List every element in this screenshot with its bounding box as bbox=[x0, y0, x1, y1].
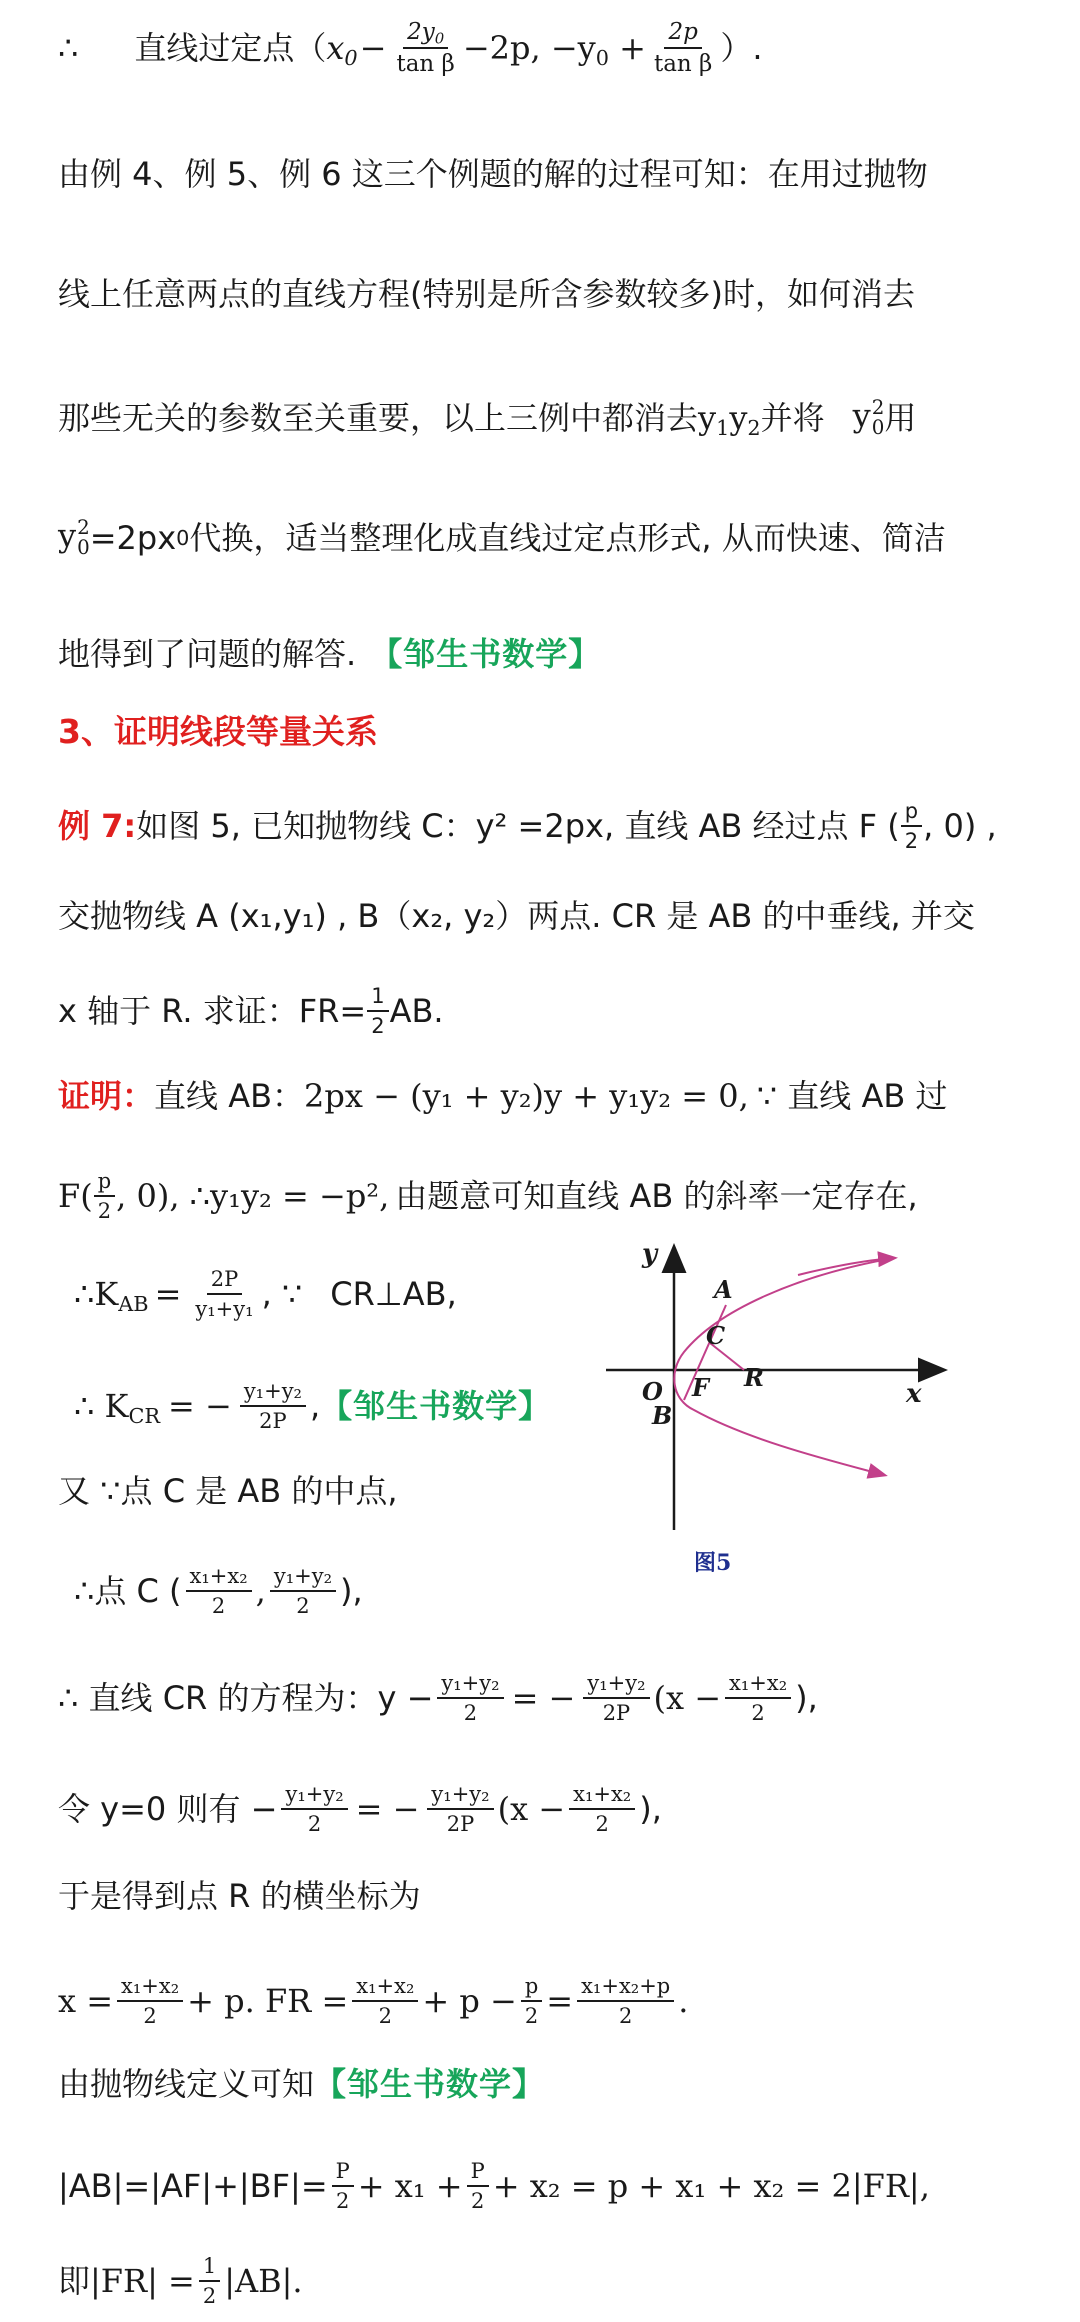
proof-line2-c: 由题意可知直线 AB 的斜率一定存在, bbox=[395, 1177, 918, 1216]
y0-squared-term: y 2 0 bbox=[852, 396, 885, 439]
y1y2-term: $y_1y_2$ bbox=[698, 398, 761, 441]
example7-line1-a: 如图 5, 已知抛物线 C：y² =2px, 直线 AB 经过点 F ( bbox=[136, 807, 900, 846]
brand-tag-2: 【邹生书数学】 bbox=[320, 1387, 552, 1426]
fraction-ab-1: $\frac{P}{2}$ bbox=[332, 2160, 354, 2212]
figure-5-parabola bbox=[598, 1240, 958, 1585]
label-y: y bbox=[642, 1240, 658, 1269]
proof-kab bbox=[74, 1268, 457, 1320]
proof-x-fr bbox=[58, 1975, 688, 2027]
fixed-point-text: 直线过定点（ bbox=[134, 29, 327, 68]
proof-definition bbox=[58, 2065, 546, 2103]
kab-symbol: $\therefore K_{AB}$ bbox=[74, 1275, 149, 1317]
parabola-curve bbox=[674, 1258, 894, 1475]
line-fixed-point bbox=[58, 20, 763, 76]
para1-line3-b: 并将 bbox=[760, 398, 825, 437]
proof-final bbox=[58, 2255, 303, 2307]
para1-line5 bbox=[58, 635, 602, 673]
proof-r-coord-text: 于是得到点 R 的横坐标为 bbox=[58, 1877, 421, 1915]
para1-line1: 由例 4、例 5、例 6 这三个例题的解的过程可知：在用过抛物 bbox=[58, 155, 928, 193]
proof-cr-equation bbox=[58, 1672, 818, 1724]
brand-tag: 【邹生书数学】 bbox=[370, 635, 602, 673]
cr-eq-sign: = − bbox=[511, 1679, 576, 1718]
kab-end: , ∵ bbox=[261, 1275, 303, 1314]
minus-sign: − bbox=[359, 29, 387, 68]
x-plus: + p. FR = bbox=[187, 1982, 349, 2021]
para1-line5-text: 地得到了问题的解答. bbox=[58, 635, 357, 673]
para1-line4: y 2 0 =2px 0 代换，适当整理化成直线过定点形式, 从而快速、简洁 bbox=[58, 516, 946, 559]
proof-line1-b: ∵ 直线 AB 过 bbox=[756, 1077, 948, 1115]
y0-pre: 令 y=0 则有 − bbox=[58, 1790, 278, 1829]
cr-perp-ab: CR⊥AB, bbox=[330, 1275, 457, 1314]
example7-line3-b: AB. bbox=[389, 992, 444, 1031]
fraction-cy: $\frac{\text{y₁+y₂}}{2}$ bbox=[270, 1565, 336, 1617]
fraction-1-2: $\frac{1}{2}$ bbox=[367, 985, 388, 1037]
figure-caption: 图5 bbox=[694, 1550, 732, 1576]
fraction-final: $\frac{1}{2}$ bbox=[199, 2255, 220, 2307]
example7-line1-b: , 0) , bbox=[923, 807, 997, 846]
label-o: O bbox=[642, 1377, 663, 1406]
minus-2p: −2p, $-y_0$ + bbox=[462, 29, 646, 71]
label-r: R bbox=[744, 1363, 764, 1392]
fraction-p-2: $\frac{p}{2}$ bbox=[901, 800, 922, 852]
proof-kcr bbox=[74, 1380, 551, 1432]
label-c: C bbox=[706, 1321, 726, 1350]
section-3-title: 3、证明线段等量关系 bbox=[58, 712, 378, 751]
fraction-cr-3: $\frac{\text{x₁+x₂}}{2}$ bbox=[725, 1672, 791, 1724]
fraction-x-2: $\frac{\text{x₁+x₂}}{2}$ bbox=[352, 1975, 418, 2027]
line-ab-equation: 2px − (y₁ + y₂)y + y₁y₂ = 0, bbox=[304, 1077, 749, 1115]
fraction-2p-tanb: $\frac{2p}{\text{tan β}}$ bbox=[653, 19, 713, 78]
comma: , bbox=[255, 1572, 266, 1611]
kcr-end: , bbox=[309, 1387, 321, 1426]
kcr-symbol: ∴ $K_{CR}$ bbox=[74, 1387, 161, 1429]
label-f: F bbox=[692, 1373, 710, 1402]
x-plus2: + p − bbox=[422, 1982, 517, 2021]
point-c-open: ∴点 C ( bbox=[74, 1572, 182, 1611]
final-pre: 即|FR| = bbox=[58, 2262, 195, 2301]
para1-line3-a: 那些无关的参数至关重要，以上三例中都消去 bbox=[58, 398, 699, 437]
label-a: A bbox=[714, 1275, 733, 1304]
fraction-kab: $\frac{2P}{\text{y₁+y₁}}$ bbox=[195, 1267, 254, 1322]
y0-eq-mid: (x − bbox=[497, 1790, 566, 1829]
eq-2px: =2px bbox=[89, 518, 177, 557]
proof-label: 证明： bbox=[58, 1077, 155, 1115]
y0-squared-term-2: y 2 0 bbox=[58, 516, 90, 559]
fraction-cx: $\frac{\text{x₁+x₂}}{2}$ bbox=[186, 1565, 252, 1617]
example7-line3 bbox=[58, 985, 444, 1037]
proof-y1y2-value: , 0), ∴y₁y₂ = −p², bbox=[116, 1177, 390, 1216]
fraction-2y0-tanb: $\frac{2y_0}{\text{tan β}}$ bbox=[396, 19, 455, 78]
fraction-x-3: $\frac{\text{x₁+x₂+p}}{2}$ bbox=[577, 1975, 674, 2027]
fraction-kcr: $\frac{\text{y₁+y₂}}{2P}$ bbox=[240, 1380, 306, 1432]
y0-eq-sign: = − bbox=[355, 1790, 420, 1829]
proof-midpoint: 又 ∵点 C 是 AB 的中点, bbox=[58, 1472, 398, 1510]
proof-line1 bbox=[58, 1077, 948, 1115]
proof-f-open: F( bbox=[58, 1177, 93, 1216]
ab-plus-x2: + x₂ = p + x₁ + x₂ = 2|FR|, bbox=[492, 2167, 930, 2206]
brand-tag-3: 【邹生书数学】 bbox=[314, 2065, 546, 2103]
label-b: B bbox=[652, 1401, 673, 1430]
para1-line3-c: 用 bbox=[884, 398, 917, 437]
ab-pre: |AB|=|AF|+|BF|= bbox=[58, 2167, 328, 2206]
example7-line2: 交抛物线 A (x₁,y₁) , B（x₂, y₂）两点. CR 是 AB 的中垂线, 并交 bbox=[58, 897, 975, 935]
para1-line2: 线上任意两点的直线方程(特别是所含参数较多)时，如何消去 bbox=[58, 275, 915, 313]
cr-eq-mid: (x − bbox=[653, 1679, 722, 1718]
kab-eq: = bbox=[154, 1275, 182, 1314]
final-end: |AB|. bbox=[224, 2262, 303, 2301]
x-end: . bbox=[678, 1982, 689, 2021]
fraction-cr-2: $\frac{\text{y₁+y₂}}{2P}$ bbox=[583, 1672, 649, 1724]
fraction-x-p: $\frac{p}{2}$ bbox=[521, 1975, 542, 2027]
fraction-x-1: $\frac{\text{x₁+x₂}}{2}$ bbox=[117, 1975, 183, 2027]
proof-y0 bbox=[58, 1783, 662, 1835]
fraction-y0-3: $\frac{\text{x₁+x₂}}{2}$ bbox=[569, 1783, 635, 1835]
x-eq: = bbox=[546, 1982, 574, 2021]
y0-end: ), bbox=[639, 1790, 662, 1829]
fraction-y0-2: $\frac{\text{y₁+y₂}}{2P}$ bbox=[427, 1783, 493, 1835]
para1-line3 bbox=[58, 396, 917, 441]
point-c-close: ), bbox=[340, 1572, 363, 1611]
x0-term: $x_0$ bbox=[326, 29, 358, 71]
example7-label: 例 7: bbox=[58, 807, 137, 846]
fraction-y0-1: $\frac{\text{y₁+y₂}}{2}$ bbox=[281, 1783, 347, 1835]
fraction-cr-1: $\frac{\text{y₁+y₂}}{2}$ bbox=[437, 1672, 503, 1724]
proof-point-c bbox=[74, 1565, 363, 1617]
proof-line2 bbox=[58, 1170, 918, 1222]
fraction-ab-2: $\frac{P}{2}$ bbox=[467, 2160, 489, 2212]
def-text: 由抛物线定义可知 bbox=[58, 2065, 315, 2103]
proof-line1-a: 直线 AB： bbox=[154, 1077, 305, 1115]
cr-eq-end: ), bbox=[795, 1679, 818, 1718]
ab-plus-x1: + x₁ + bbox=[357, 2167, 463, 2206]
therefore-symbol: ∴ bbox=[58, 29, 79, 68]
proof-ab-sum bbox=[58, 2160, 930, 2212]
x-pre: x = bbox=[58, 1982, 114, 2021]
cr-eq-pre: ∴ 直线 CR 的方程为：y − bbox=[58, 1679, 434, 1718]
fixed-point-end: ）. bbox=[720, 29, 763, 68]
kcr-eq: = − bbox=[168, 1387, 232, 1426]
fraction-p-2-b: $\frac{p}{2}$ bbox=[94, 1170, 115, 1222]
example7-line1 bbox=[58, 800, 997, 852]
para1-line4-b: 代换，适当整理化成直线过定点形式, 从而快速、简洁 bbox=[189, 518, 946, 557]
label-x: x bbox=[906, 1379, 922, 1409]
example7-line3-a: x 轴于 R. 求证：FR= bbox=[58, 992, 367, 1031]
